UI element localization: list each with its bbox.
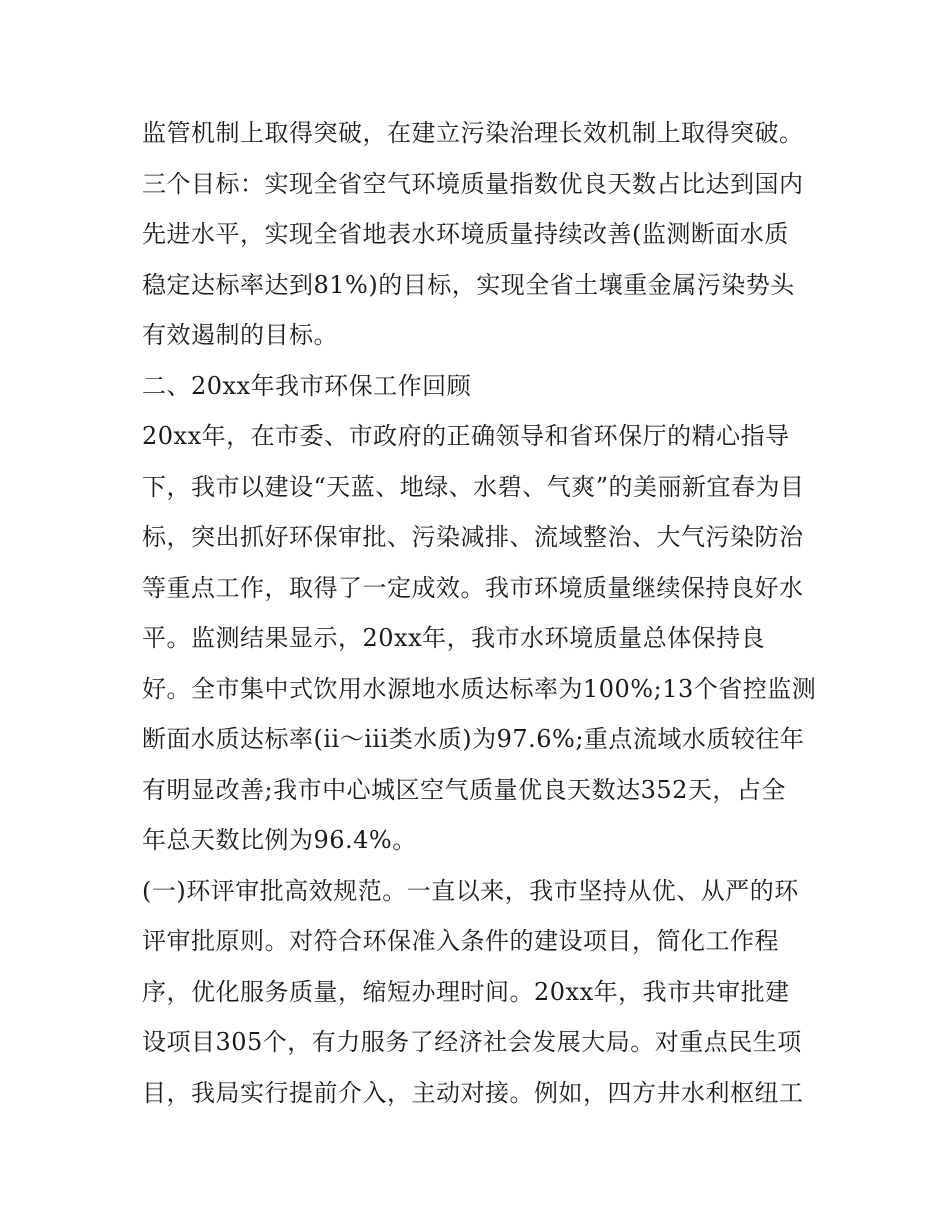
text-line: 平。监测结果显示，20xx年，我市水环境质量总体保持良 [142,624,766,652]
text-line: 年总天数比例为96.4%。 [142,826,417,854]
text-line: 标，突出抓好环保审批、污染减排、流域整治、大气污染防治 [142,523,804,551]
text-line: 先进水平，实现全省地表水环境质量持续改善(监测断面水质 [142,220,789,248]
section-heading: 二、20xx年我市环保工作回顾 [142,371,472,400]
document-body [142,108,822,1118]
text-line: 评审批原则。对符合环保准入条件的建设项目，简化工作程 [142,927,779,955]
text-line: 监管机制上取得突破，在建立污染治理长效机制上取得突破。 [142,119,804,147]
text-line: 好。全市集中式饮用水源地水质达标率为100%;13个省控监测 [142,674,817,703]
text-line: 有明显改善;我市中心城区空气质量优良天数达352天，占全 [142,775,786,804]
text-line: 序，优化服务质量，缩短办理时间。20xx年，我市共审批建 [142,977,790,1006]
text-line: 20xx年，在市委、市政府的正确领导和省环保厅的精心指导 [142,422,790,450]
text-line: 设项目305个，有力服务了经济社会发展大局。对重点民生项 [142,1028,802,1056]
text-line: 目，我局实行提前介入，主动对接。例如，四方井水利枢纽工 [142,1078,804,1107]
subsection-heading: (一)环评审批高效规范。一直以来，我市坚持从优、从严的环 [142,876,799,905]
text-line: 有效遏制的目标。 [142,321,338,349]
text-line: 等重点工作，取得了一定成效。我市环境质量继续保持良好水 [142,573,804,602]
text-line: 断面水质达标率(ii～iii类水质)为97.6%;重点流域水质较往年 [142,725,805,753]
text-line: 下，我市以建设“天蓝、地绿、水碧、气爽”的美丽新宜春为目 [142,472,805,501]
text-line: 稳定达标率达到81%)的目标，实现全省土壤重金属污染势头 [142,270,795,299]
text-line: 三个目标：实现全省空气环境质量指数优良天数占比达到国内 [142,169,804,198]
